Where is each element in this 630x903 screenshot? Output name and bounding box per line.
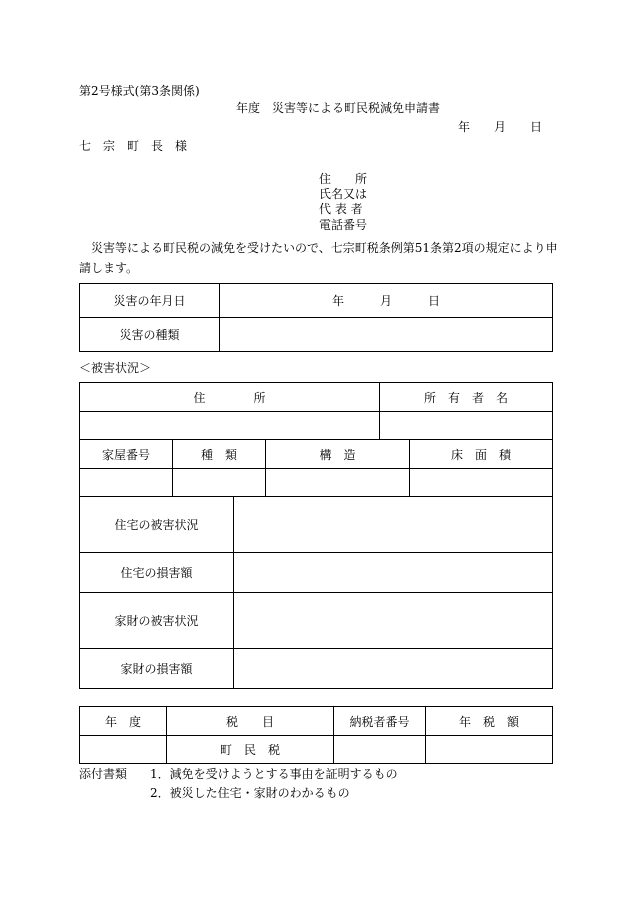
year-header: 年 度 [80,707,167,736]
disaster-type-value[interactable] [220,318,553,352]
tax-item-value: 町 民 税 [167,736,334,764]
attachment-item: 2．被災した住宅・家財のわかるもの [150,786,350,800]
annual-tax-header: 年 税 額 [426,707,553,736]
damage-house-table [79,439,553,497]
tax-table [79,706,553,764]
structure-header: 構 造 [266,440,410,469]
owner-value[interactable] [380,412,553,440]
attachment-item: 1．減免を受けようとする事由を証明するもの [150,767,398,781]
damage-status-table [79,496,553,689]
house-no-value[interactable] [80,469,173,497]
applicant-address-label: 住 所 [319,172,368,186]
tax-item-header: 税 目 [167,707,334,736]
goods-loss-label: 家財の損害額 [80,649,234,689]
house-loss-label: 住宅の損害額 [80,553,234,593]
applicant-rep-label: 代 表 者 [319,202,363,216]
page-title: 年度 災害等による町民税減免申請書 [236,101,441,115]
applicant-phone-label: 電話番号 [319,218,368,232]
house-loss-value[interactable] [234,553,553,593]
house-no-header: 家屋番号 [80,440,173,469]
kind-header: 種 類 [173,440,266,469]
kind-value[interactable] [173,469,266,497]
floor-area-value[interactable] [410,469,553,497]
house-damage-value[interactable] [234,497,553,553]
disaster-date-value[interactable]: 年 月 日 [220,284,553,318]
goods-loss-value[interactable] [234,649,553,689]
statement: 災害等による町民税の減免を受けたいので、七宗町税条例第51条第2項の規定により申請します。 [79,241,558,275]
year-value[interactable] [80,736,167,764]
applicant-name-label: 氏名又は [319,187,368,201]
damage-heading: ＜被害状況＞ [79,361,152,375]
taxpayer-no-header: 納税者番号 [334,707,426,736]
house-damage-label: 住宅の被害状況 [80,497,234,553]
owner-header: 所 有 者 名 [380,383,553,412]
addressee: 七 宗 町 長 様 [79,139,188,153]
date-line: 年 月 日 [458,120,543,134]
disaster-type-label: 災害の種類 [80,318,220,352]
form-number: 第2号様式(第3条関係) [79,84,200,98]
address-header: 住 所 [80,383,380,412]
taxpayer-no-value[interactable] [334,736,426,764]
attachments-label: 添付書類 [79,767,128,781]
address-value[interactable] [80,412,380,440]
disaster-table [79,283,553,352]
structure-value[interactable] [266,469,410,497]
floor-area-header: 床 面 積 [410,440,553,469]
annual-tax-value[interactable] [426,736,553,764]
disaster-date-label: 災害の年月日 [80,284,220,318]
damage-address-table [79,382,553,440]
goods-damage-label: 家財の被害状況 [80,593,234,649]
goods-damage-value[interactable] [234,593,553,649]
